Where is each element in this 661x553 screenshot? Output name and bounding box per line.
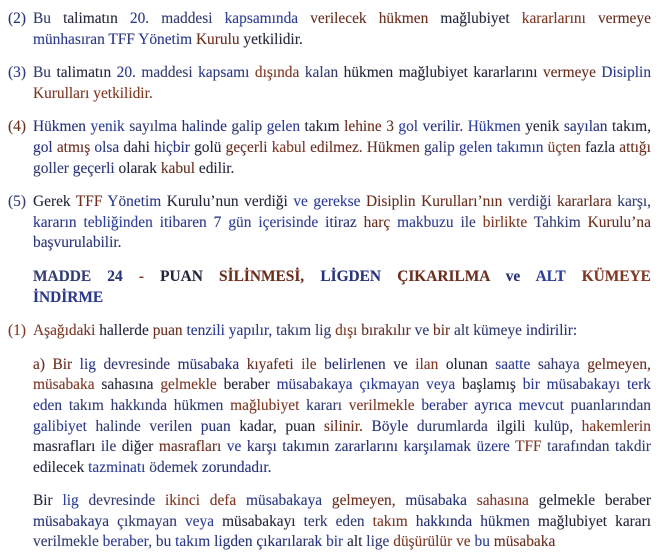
paragraph-5 [8, 192, 651, 254]
subparagraph-a: a) Bir lig devresinde müsabaka kıyafeti ile belirlenen ve ilan olunan saatte sahaya gelmeyen, müsabaka sahasına gelmekle beraber müsabakaya çıkmayan veya başlamış bir müsabakayı terk eden takım hakkında hükmen mağlubiyet kararı verilmekle beraber ayrıca mevcut puanlarından galibiyet halinde verilen puan kadar, puan silinir. Böyle durumlarda ilgili kulüp, hakemlerin masrafları ile diğer masrafları ve karşı takımın zararlarını karşılamak üzere TFF tarafından takdir edilecek tazminatı ödemek zorundadır. [33, 355, 651, 476]
paragraph-marker: (4) [8, 118, 26, 136]
paragraph-marker: (2) [8, 10, 26, 27]
paragraph-4 [8, 117, 651, 179]
subparagraph-b-clipped: Bir lig devresinde ikinci defa müsabakaya gelmeyen, müsabaka sahasına gelmekle beraber müsabakaya çıkmayan veya müsabakayı terk eden takım hakkında hükmen mağlubiyet kararı verilmekle beraber, bu takım ligden çıkarılarak bir alt lige düşürülür ve bu müsabaka [33, 492, 652, 551]
paragraph-text: Bu talimatın 20. maddesi kapsamında verilecek hükmen mağlubiyet kararlarını vermeye münhasıran TFF Yönetim Kurulu yetkilidir. [33, 10, 651, 48]
section-heading-madde-24 [33, 267, 651, 308]
paragraph-2 [8, 9, 651, 50]
paragraph-text: Hükmen yenik sayılma halinde galip gelen takım lehine 3 gol verilir. Hükmen yenik sayılan takım, gol atmış olsa dahi hiçbir golü geçerli kabul edilmez. Hükmen galip gelen takımın üçten fazla attığı goller geçerli olarak kabul edilir. [33, 118, 651, 177]
paragraph-text: Gerek TFF Yönetim Kurulu’nun verdiği ve gerekse Disiplin Kurulları’nın verdiği kararlara karşı, kararın tebliğinden itibaren 7 gün içerisinde itiraz harç makbuzu ile birlikte Tahkim Kurulu’na başvurulabilir. [33, 193, 652, 252]
paragraph-1 [8, 321, 651, 342]
paragraph-marker: (1) [8, 322, 26, 340]
paragraph-marker: (3) [8, 64, 26, 82]
paragraph-marker: (5) [8, 193, 26, 211]
section-heading-line1: MADDE 24 - PUAN SİLİNMESİ, LİGDEN ÇIKARILMA ve ALT KÜMEYE [33, 267, 651, 285]
paragraph-text: Bu talimatın 20. maddesi kapsamı dışında kalan hükmen mağlubiyet kararlarını vermeye Disiplin Kurulları yetkilidir. [33, 64, 652, 102]
paragraph-3 [8, 63, 651, 104]
section-heading-line2: İNDİRME [33, 288, 104, 306]
paragraph-text: Aşağıdaki hallerde puan tenzili yapılır, takım lig dışı bırakılır ve bir alt kümeye indirilir: [33, 322, 578, 340]
